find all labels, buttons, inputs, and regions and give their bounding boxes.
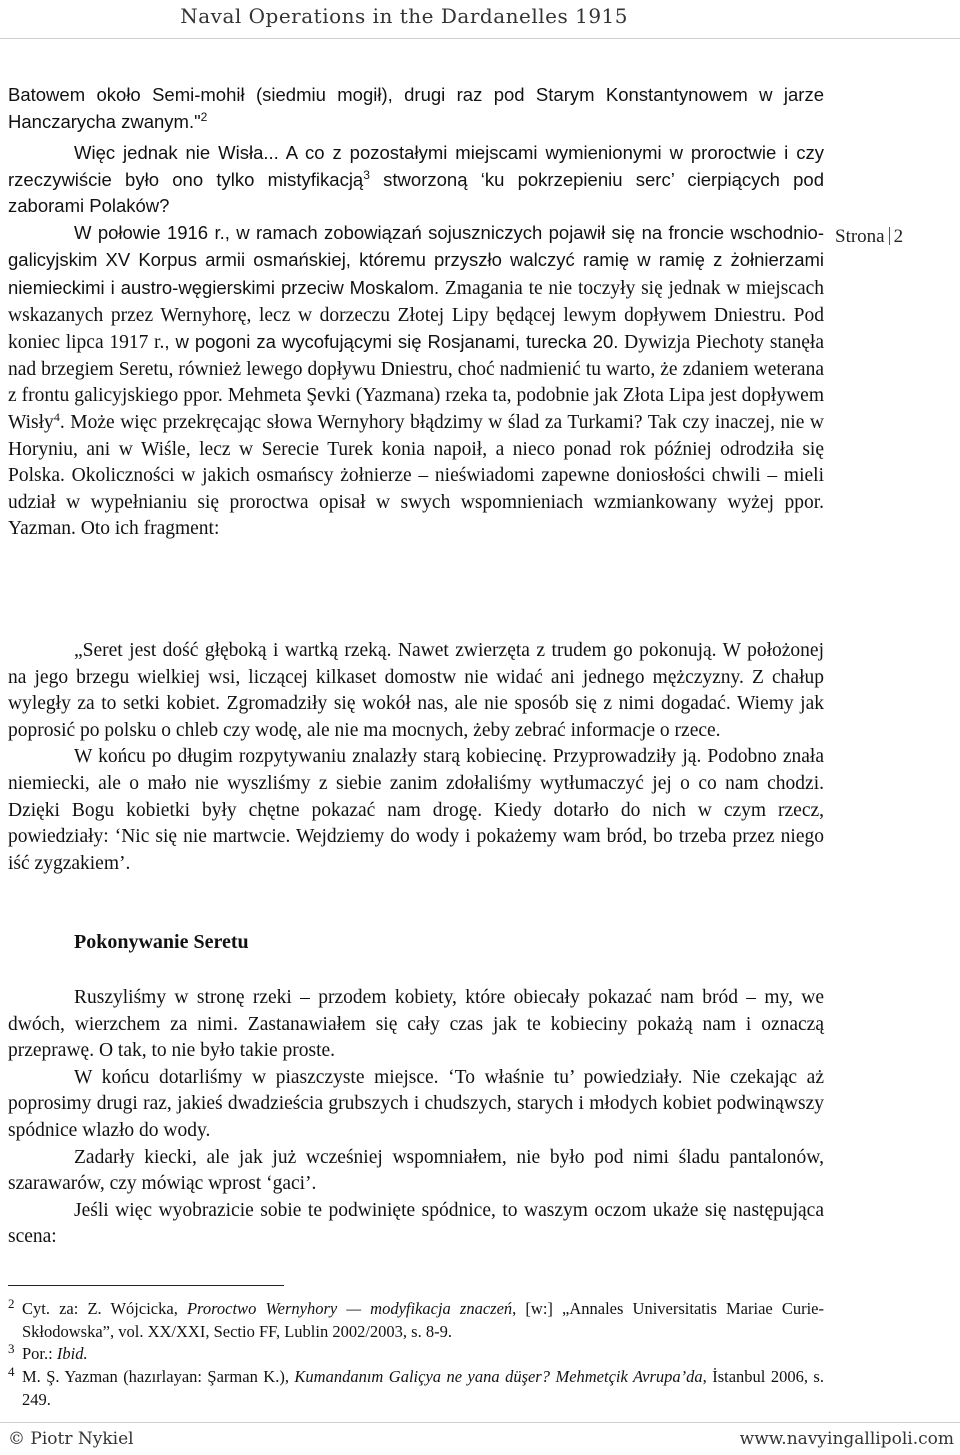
footnote-number: 4 — [8, 1364, 15, 1379]
paragraph — [8, 140, 824, 220]
footnote-ref[interactable]: 2 — [200, 109, 208, 124]
footnote-title: Kumandanım Galiçya ne yana düşer? Mehmetçik Avrupa’da — [294, 1367, 703, 1386]
paragraph-text: Dywizja Piechoty stanęła nad brzegiem Seretu, również lewego dopływu Dniestru, choć nadmienić tu warto, że zdaniem weterana z frontu galicyjskiego ppor. Mehmeta Şevki (Yazmana) rzeka ta, podobnie jak Złota Lipa jest dopływem Wisły — [8, 332, 824, 433]
footer-copyright: © Piotr Nykiel — [8, 1429, 134, 1449]
page-footer — [0, 1422, 960, 1455]
footnote-4 — [8, 1366, 824, 1411]
section-paragraph-block — [8, 985, 824, 1251]
paragraph-text: , w ramach zobowiązań sojuszniczych pojawił się na froncie wschodnio-galicyjskim XV Korpus armii osmańskiej, któremu przyszło walczyć ramię w ramię z żołnierzami niemieckimi i austro-węgierskimi przeciw Moskalom. — [8, 221, 824, 298]
footnote-text: , [w:] „Annales Universitatis Mariae Curie- Skłodowska”, vol. XX/XXI, Sectio FF, Lublin 2002/2003, s. 8-9. — [22, 1299, 825, 1341]
paragraph-text: Zmagania te nie toczyły się jednak w miejscach wskazanych przez Wernyhorę, lecz w dorzeczu Złotej Lipy będącej lewym dopływem Dniestru. Pod koniec lipca 1917 r. — [8, 277, 824, 354]
page-label-text: Strona — [835, 226, 885, 247]
paragraph-text: stworzoną ‘ku pokrzepieniu serc’ cierpiących pod zaborami Polaków? — [8, 168, 825, 217]
footnote-title: Ibid. — [56, 1344, 88, 1363]
paragraph — [8, 82, 824, 135]
quote-paragraph: „Seret jest dość głęboką i wartką rzeką. Nawet zwierzęta z trudem go pokonują. W położonej na jego brzegu wielkiej wsi, liczącej kilkaset domostw nie widać ani jednego mężczyzny. Z chałup wyległy za to setki kobiet. Zgromadziły się wokół nas, ale nie sposób się z nimi dogadać. Wiemy jak poprosić po polsku o chleb czy wodę, ale nie ma mocnych, żeby zebrać informacje o rzece. — [8, 640, 824, 741]
footnote-3 — [8, 1343, 824, 1366]
footer-divider — [0, 1422, 960, 1423]
intro-paragraph-block — [8, 82, 824, 135]
paragraph-text: . Może więc przekręcając słowa Wernyhory błądzimy w ślad za Turkami? Tak czy inaczej, nie w Horyniu, ani w Wiśle, lecz w Serecie Turek konia napoił, a nieco ponad rok później odrodziła się Polska. Okoliczności w jakich osmańscy żołnierze – nieświadomi zapewne doniosłości chwili – mieli udział w wypełnianiu się proroctwa opisał w swych wspomnieniach wzmiankowany wyżej ppor. Yazman. Oto ich fragment: — [8, 411, 824, 540]
footnote-number: 2 — [8, 1296, 15, 1311]
footnote-title: Proroctwo Wernyhory — modyfikacja znaczeń — [186, 1299, 513, 1318]
paragraph-text: Batowem około Semi-mohił (siedmiu mogił), drugi raz pod Starym Konstantynowem w jarze Hanczarycha zwanym." — [8, 84, 824, 132]
footnote-ref[interactable]: 3 — [363, 167, 370, 182]
footnote-text: , İstanbul 2006, s. 249. — [22, 1367, 824, 1409]
section-heading — [8, 929, 824, 956]
main-paragraph-block — [8, 140, 824, 543]
footnote-ref[interactable]: 4 — [53, 409, 60, 424]
footnote-text: Cyt. za: Z. Wójcicka, — [22, 1299, 187, 1318]
paragraph-text: , w pogoni za wycofującymi się Rosjanami, turecka 20. — [164, 331, 619, 353]
footnotes — [8, 1298, 824, 1411]
paragraph: W końcu dotarliśmy w piaszczyste miejsce. ‘To właśnie tu’ powiedziały. Nie czekając aż poprosimy drugi raz, jakieś dwadzieścia grubszych i chudszych, starych i młodych kobiet podwinąwszy spódnice wlazło do wody. — [8, 1066, 824, 1141]
page-number-label — [835, 226, 903, 248]
footnote-text: M. Ş. Yazman (hazırlayan: Şarman K.), — [22, 1367, 295, 1386]
paragraph-text: Więc jednak nie Wisła... A co z pozostałymi miejscami wymienionymi w proroctwie i czy rzeczywiście było ono tylko mistyfikacją — [8, 142, 824, 190]
page-label-separator — [889, 227, 890, 245]
header-divider — [0, 38, 960, 39]
footnote-divider — [8, 1285, 284, 1286]
paragraph-text: W połowie 1916 r. — [74, 221, 225, 243]
footer-website-link[interactable]: www.navyingallipoli.com — [739, 1429, 954, 1449]
header-title: Naval Operations in the Dardanelles 1915 — [180, 4, 628, 28]
page-number: 2 — [893, 226, 904, 247]
quote-paragraph: W końcu po długim rozpytywaniu znalazły starą kobiecinę. Przyprowadziły ją. Podobno znała niemiecki, ale o mało nie wyszliśmy z siebie zanim zdołaliśmy wytłumaczyć jej o co nam chodzi. Dzięki Bogu kobietki były chętne pokazać nam drogę. Kiedy dotarło do nich w czym rzecz, powiedziały: ‘Nic się nie martwcie. Wejdziemy do wody i pokażemy wam bród, bo trzeba przez niego iść zygzakiem’. — [8, 746, 824, 874]
paragraph: Jeśli więc wyobrazicie sobie te podwinięte spódnice, to waszym oczom ukaże się następująca scena: — [8, 1199, 824, 1248]
footnote-2 — [8, 1298, 824, 1343]
paragraph: Ruszyliśmy w stronę rzeki – przodem kobiety, które obiecały pokazać nam bród – my, we dwóch, wierzchem za nimi. Zastanawiałem się cały czas jak te kobieciny pokażą nam i oznaczą przeprawę. O tak, to nie było takie proste. — [8, 987, 824, 1062]
footnote-number: 3 — [8, 1341, 15, 1356]
section-heading-text: Pokonywanie Seretu — [74, 931, 249, 953]
paragraph: Zadarły kiecki, ale jak już wcześniej wspomniałem, nie było pod nimi śladu pantalonów, szarawarów, czy mówiąc wprost ‘gaci’. — [8, 1146, 824, 1195]
quote-block — [8, 638, 824, 877]
page-header — [0, 0, 960, 40]
paragraph — [8, 220, 824, 543]
footnote-text: Por.: — [22, 1344, 57, 1363]
